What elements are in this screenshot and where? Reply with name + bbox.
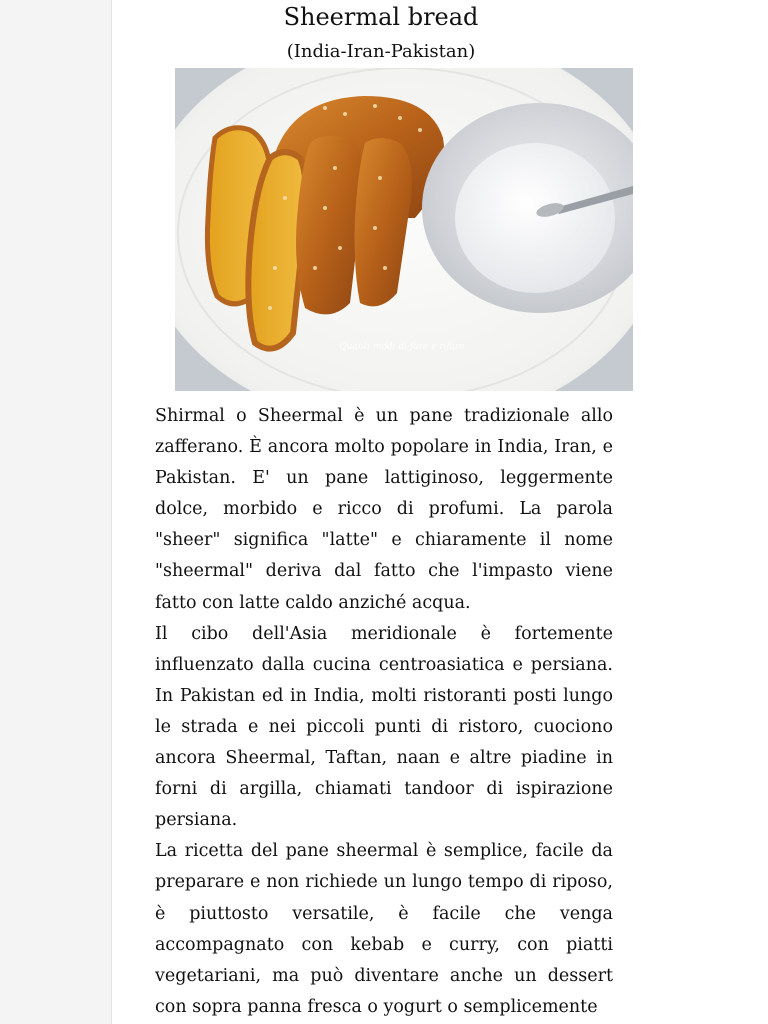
left-gutter [0,0,112,1024]
bread-photo-drawing [175,68,633,391]
bread-photo [175,68,633,391]
article-body [155,401,613,1023]
paragraph: La ricetta del pane sheermal è semplice, facile da preparare e non richiede un lungo tempo di riposo, è piuttosto versatile, è facile che venga accompagnato con kebab e curry, con piatti vegetariani, ma può diventare anche un dessert con sopra panna fresca o yogurt o semplicemente [155,841,613,1017]
paragraph: Shirmal o Sheermal è un pane tradizionale allo zafferano. È ancora molto popolare in India, Iran, e Pakistan. E' un pane lattiginoso, leggermente dolce, morbido e ricco di profumi. La parola "sheer" significa "latte" e chiaramente il nome "sheermal" deriva dal fatto che l'impasto viene fatto con latte caldo anziché acqua. [155,406,613,613]
photo-watermark: Quanti modi di fare e rifare [339,342,465,352]
yogurt [455,143,615,293]
article-subtitle: (India-Iran-Pakistan) [286,41,476,62]
paragraph: Il cibo dell'Asia meridionale è fortemente influenzato dalla cucina centroasiatica e persiana. In Pakistan ed in India, molti ristoranti posti lungo le strada e nei piccoli punti di ristoro, cuociono ancora Sheermal, Taftan, naan e altre piadine in forni di argilla, chiamati tandoor di ispirazione persiana. [155,623,613,831]
article [112,0,768,1024]
article-title: Sheermal bread [283,3,479,31]
